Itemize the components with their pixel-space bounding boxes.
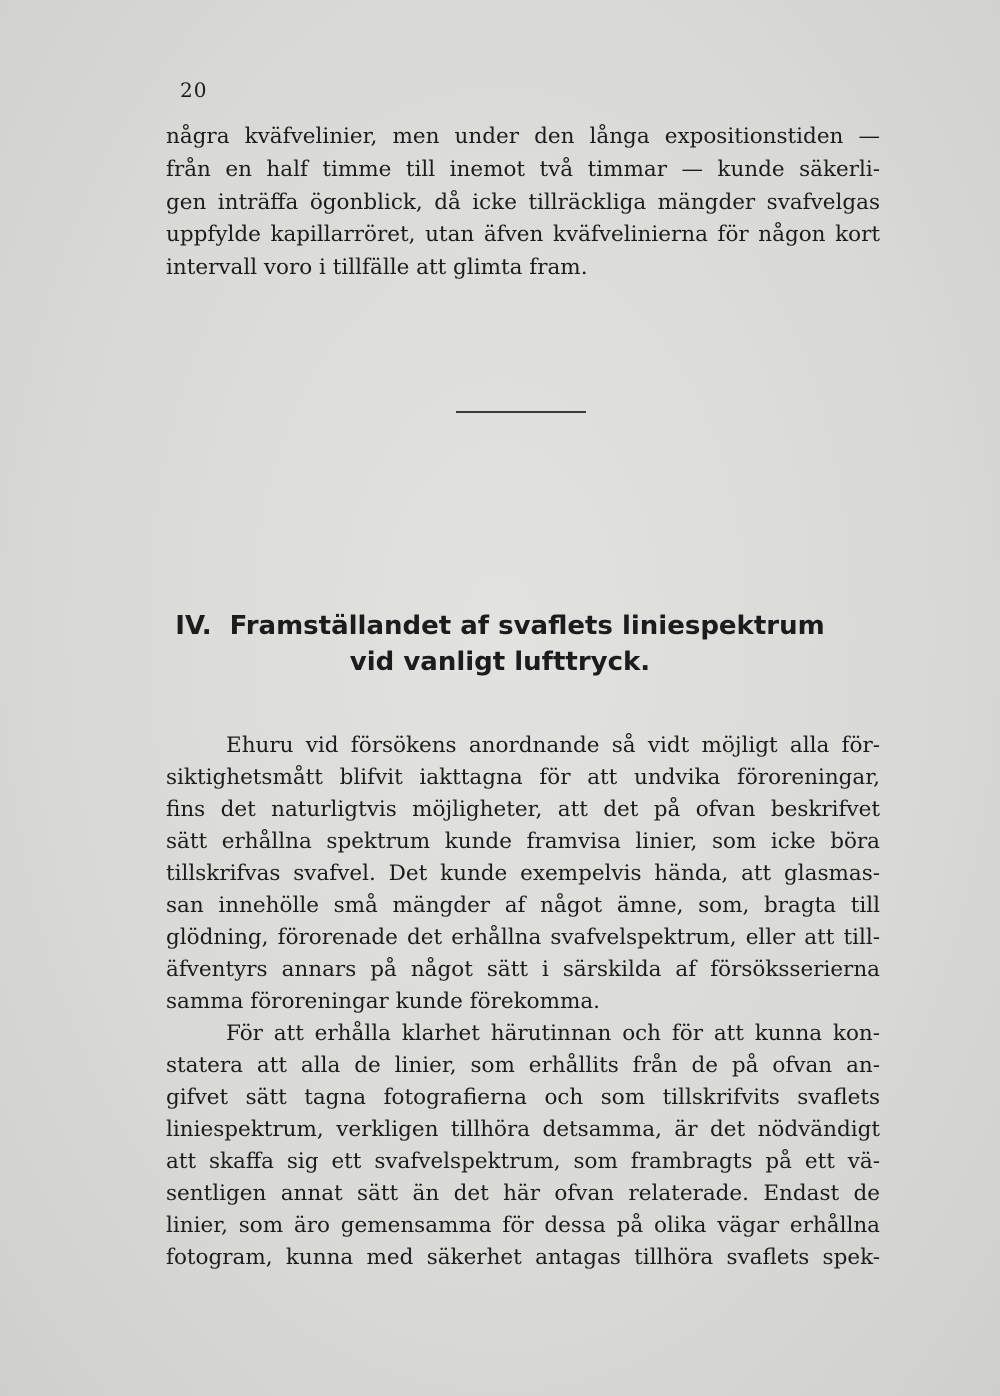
text-line: linier, som äro gemensamma för dessa på olika vägar erhållna xyxy=(166,1213,880,1238)
text-line: fotogram, kunna med säkerhet antagas tillhöra svaflets spek- xyxy=(166,1245,880,1270)
section-numeral: IV. xyxy=(175,611,212,641)
section-title-part-1: Framställandet af svaflets liniespektrum xyxy=(229,611,825,641)
text-line: fins det naturligtvis möjligheter, att det på ofvan beskrifvet xyxy=(166,797,880,822)
text-line: sentligen annat sätt än det här ofvan relaterade. Endast de xyxy=(166,1181,880,1206)
text-line: Ehuru vid försökens anordnande så vidt möjligt alla för- xyxy=(226,733,880,758)
text-line: sätt erhållna spektrum kunde framvisa linier, som icke böra xyxy=(166,829,880,854)
text-line: från en half timme till inemot två timmar — kunde säkerli- xyxy=(166,157,880,182)
text-line: gifvet sätt tagna fotografierna och som tillskrifvits svaflets xyxy=(166,1085,880,1110)
text-line: statera att alla de linier, som erhållits från de på ofvan an- xyxy=(166,1053,880,1078)
text-line: intervall voro i tillfälle att glimta fram. xyxy=(166,255,588,280)
text-line: samma föroreningar kunde förekomma. xyxy=(166,989,601,1014)
text-line: siktighetsmått blifvit iakttagna för att undvika föroreningar, xyxy=(166,765,880,790)
section-heading-line-1 xyxy=(150,609,850,643)
page-number: 20 xyxy=(180,78,208,102)
section-heading-line-2: vid vanligt lufttryck. xyxy=(349,647,651,677)
text-line: äfventyrs annars på något sätt i särskilda af försöksserierna xyxy=(166,957,880,982)
text-line: tillskrifvas svafvel. Det kunde exempelvis hända, att glasmas- xyxy=(166,861,880,886)
text-line: För att erhålla klarhet härutinnan och för att kunna kon- xyxy=(226,1021,880,1046)
text-line: san innehölle små mängder af något ämne, som, bragta till xyxy=(166,893,880,918)
text-line: att skaffa sig ett svafvelspektrum, som frambragts på ett vä- xyxy=(166,1149,880,1174)
text-line: uppfylde kapillarröret, utan äfven kväfvelinierna för någon kort xyxy=(166,222,880,247)
text-line: glödning, förorenade det erhållna svafvelspektrum, eller att till- xyxy=(166,925,880,950)
section-divider xyxy=(456,411,586,413)
text-line: gen inträffa ögonblick, då icke tillräckliga mängder svafvelgas xyxy=(166,190,880,215)
text-line: liniespektrum, verkligen tillhöra detsamma, är det nödvändigt xyxy=(166,1117,880,1142)
text-line: några kväfvelinier, men under den långa expositionstiden — xyxy=(166,124,880,149)
